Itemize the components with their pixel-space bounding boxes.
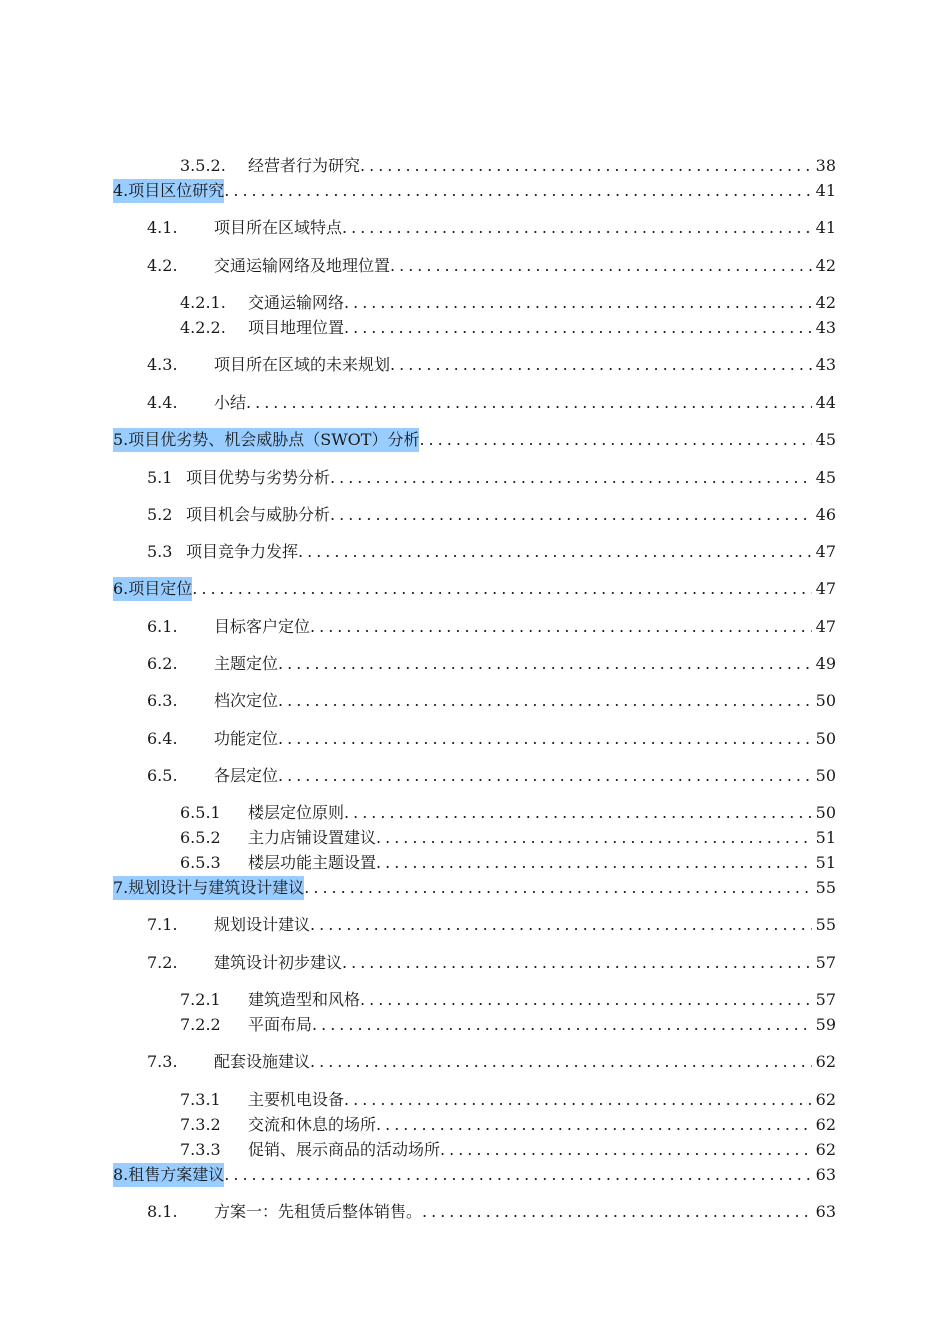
toc-entry-6-1[interactable]: [147, 615, 836, 639]
dot-leader: [440, 1138, 812, 1162]
dot-leader: [360, 988, 812, 1012]
toc-entry-3-5-2[interactable]: [180, 154, 836, 178]
toc-page-number: 62: [815, 1115, 836, 1134]
toc-entry-number: 7.3.3: [180, 1140, 221, 1159]
toc-page-number: 38: [815, 156, 836, 175]
toc-entry-number: 7.: [113, 878, 129, 897]
toc-entry-7-1[interactable]: [147, 913, 836, 937]
toc-entry-head: [180, 988, 360, 1012]
toc-page-number: 42: [815, 256, 836, 275]
toc-entry-8-1[interactable]: [147, 1200, 836, 1224]
dot-leader: [278, 764, 812, 788]
toc-page-number: 63: [815, 1202, 836, 1221]
toc-page-number: 63: [815, 1165, 836, 1184]
toc-entry-title: 平面布局: [248, 1015, 313, 1034]
toc-page-number: 62: [815, 1090, 836, 1109]
toc-entry-title: 主力店铺设置建议: [248, 828, 377, 847]
toc-entry-number: 6.5.2: [180, 828, 221, 847]
toc-entry-title: 项目地理位置: [248, 318, 345, 337]
toc-entry-head: [147, 689, 278, 713]
toc-page-number: 55: [815, 878, 836, 897]
toc-entry-number: 4.2.: [147, 256, 178, 275]
dot-leader: [360, 154, 812, 178]
toc-entry-number: 4.4.: [147, 393, 178, 412]
toc-page-number: 50: [815, 691, 836, 710]
toc-entry-head: [180, 1088, 344, 1112]
dot-leader: [310, 1050, 812, 1074]
toc-entry-number: 6.: [113, 579, 129, 598]
dot-leader: [419, 428, 811, 452]
toc-entry-7-3-2[interactable]: [180, 1113, 836, 1137]
toc-page-number: 62: [815, 1140, 836, 1159]
toc-entry-4-1[interactable]: [147, 216, 836, 240]
dot-leader: [312, 1013, 812, 1037]
toc-entry-title: 项目优势与劣势分析: [186, 468, 331, 487]
toc-page-number: 41: [815, 181, 836, 200]
toc-entry-head: [147, 615, 310, 639]
toc-entry-title: 各层定位: [214, 766, 279, 785]
toc-entry-head: [180, 1013, 312, 1037]
toc-entry-head: [113, 428, 419, 452]
toc-entry-head: [147, 353, 390, 377]
toc-entry-title: 交流和休息的场所: [248, 1115, 377, 1134]
toc-entry-title: 档次定位: [214, 691, 279, 710]
toc-page-number: 45: [815, 430, 836, 449]
toc-entry-head: [180, 801, 344, 825]
dot-leader: [224, 1163, 811, 1187]
toc-entry-6-5[interactable]: [147, 764, 836, 788]
toc-page-number: 51: [815, 853, 836, 872]
toc-entry-7[interactable]: [113, 876, 836, 900]
toc-page-number: 42: [815, 293, 836, 312]
toc-entry-number: 7.2.2: [180, 1015, 221, 1034]
toc-entry-number: 6.1.: [147, 617, 178, 636]
toc-entry-6-4[interactable]: [147, 727, 836, 751]
toc-entry-title: 配套设施建议: [214, 1052, 311, 1071]
dot-leader: [330, 503, 812, 527]
dot-leader: [390, 254, 812, 278]
toc-entry-6-2[interactable]: [147, 652, 836, 676]
toc-entry-number: 3.5.2.: [180, 156, 226, 175]
toc-entry-number: 5.1: [147, 468, 173, 487]
toc-entry-number: 5.2: [147, 505, 173, 524]
toc-entry-7-3-3[interactable]: [180, 1138, 836, 1162]
toc-entry-6-5-3[interactable]: [180, 851, 836, 875]
dot-leader: [224, 179, 811, 203]
toc-page-number: 49: [815, 654, 836, 673]
toc-entry-head: [147, 652, 278, 676]
toc-entry-number: 7.3.: [147, 1052, 178, 1071]
toc-entry-7-2-2[interactable]: [180, 1013, 836, 1037]
toc-entry-7-3-1[interactable]: [180, 1088, 836, 1112]
dot-leader: [342, 951, 812, 975]
toc-entry-title: 楼层功能主题设置: [248, 853, 377, 872]
toc-page-number: 62: [815, 1052, 836, 1071]
toc-entry-head: [180, 1138, 440, 1162]
toc-entry-number: 6.4.: [147, 729, 178, 748]
toc-entry-head: [113, 876, 304, 900]
toc-entry-title: 小结: [214, 393, 247, 412]
toc-entry-head: [147, 951, 342, 975]
toc-entry-title: 规划设计建议: [214, 915, 311, 934]
toc-entry-title: 建筑设计初步建议: [214, 953, 343, 972]
toc-page-number: 57: [815, 953, 836, 972]
toc-entry-number: 7.2.: [147, 953, 178, 972]
dot-leader: [192, 577, 811, 601]
dot-leader: [376, 1113, 812, 1137]
toc-entry-title: 主要机电设备: [248, 1090, 345, 1109]
toc-entry-7-2-1[interactable]: [180, 988, 836, 1012]
toc-entry-head: [147, 503, 330, 527]
toc-entry-number: 7.1.: [147, 915, 178, 934]
toc-entry-number: 7.3.1: [180, 1090, 221, 1109]
dot-leader: [344, 291, 812, 315]
toc-page-number: 50: [815, 766, 836, 785]
toc-entry-head: [113, 179, 224, 203]
dot-leader: [376, 826, 812, 850]
toc-page-number: 47: [815, 579, 836, 598]
toc-entry-head: [147, 1050, 310, 1074]
toc-entry-title: 项目机会与威胁分析: [186, 505, 331, 524]
toc-entry-number: 5.3: [147, 542, 173, 561]
toc-entry-8[interactable]: [113, 1163, 836, 1187]
toc-entry-number: 6.3.: [147, 691, 178, 710]
dot-leader: [422, 1200, 812, 1224]
toc-entry-number: 7.2.1: [180, 990, 221, 1009]
toc-entry-6[interactable]: [113, 577, 836, 601]
dot-leader: [310, 615, 812, 639]
dot-leader: [390, 353, 812, 377]
toc-entry-title: 主题定位: [214, 654, 279, 673]
toc-entry-head: [180, 291, 344, 315]
toc-page-number: 47: [815, 542, 836, 561]
toc-entry-7-3[interactable]: [147, 1050, 836, 1074]
toc-entry-6-5-1[interactable]: [180, 801, 836, 825]
toc-entry-number: 6.2.: [147, 654, 178, 673]
toc-page-number: 55: [815, 915, 836, 934]
toc-entry-number: 6.5.3: [180, 853, 221, 872]
toc-entry-5-3[interactable]: [147, 540, 836, 564]
dot-leader: [344, 316, 812, 340]
toc-entry-6-3[interactable]: [147, 689, 836, 713]
toc-entry-title: 项目区位研究: [128, 181, 225, 200]
dot-leader: [246, 391, 812, 415]
dot-leader: [278, 727, 812, 751]
toc-entry-4-4[interactable]: [147, 391, 836, 415]
dot-leader: [344, 801, 812, 825]
toc-entry-4-2[interactable]: [147, 254, 836, 278]
toc-page-number: 44: [815, 393, 836, 412]
toc-entry-head: [180, 154, 360, 178]
toc-entry-4-2-1[interactable]: [180, 291, 836, 315]
dot-leader: [310, 913, 812, 937]
toc-entry-title: 项目优劣势、机会威胁点（SWOT）分析: [128, 430, 420, 449]
toc-entry-head: [180, 851, 376, 875]
toc-entry-title: 功能定位: [214, 729, 279, 748]
toc-entry-title: 促销、展示商品的活动场所: [248, 1140, 441, 1159]
toc-page-number: 45: [815, 468, 836, 487]
toc-page-number: 46: [815, 505, 836, 524]
toc-page-number: 47: [815, 617, 836, 636]
toc-entry-4[interactable]: [113, 179, 836, 203]
toc-entry-head: [147, 913, 310, 937]
toc-entry-title: 租售方案建议: [128, 1165, 225, 1184]
toc-entry-number: 8.: [113, 1165, 129, 1184]
toc-page-number: 50: [815, 803, 836, 822]
toc-entry-number: 4.2.2.: [180, 318, 226, 337]
toc-entry-number: 6.5.1: [180, 803, 221, 822]
toc-entry-head: [180, 316, 344, 340]
toc-entry-title: 交通运输网络及地理位置: [214, 256, 391, 275]
toc-entry-number: 4.: [113, 181, 129, 200]
dot-leader: [278, 689, 812, 713]
toc-entry-5-1[interactable]: [147, 466, 836, 490]
toc-entry-title: 项目所在区域特点: [214, 218, 343, 237]
toc-page-number: 43: [815, 318, 836, 337]
toc-entry-head: [180, 826, 376, 850]
toc-entry-head: [180, 1113, 376, 1137]
toc-entry-head: [147, 540, 298, 564]
toc-entry-head: [147, 466, 330, 490]
dot-leader: [342, 216, 812, 240]
toc-entry-7-2[interactable]: [147, 951, 836, 975]
toc-entry-number: 8.1.: [147, 1202, 178, 1221]
toc-entry-head: [147, 391, 246, 415]
toc-entry-title: 方案一：先租赁后整体销售。: [214, 1202, 423, 1221]
toc-entry-head: [147, 764, 278, 788]
toc-entry-number: 4.3.: [147, 355, 178, 374]
toc-page-number: 41: [815, 218, 836, 237]
toc-entry-4-3[interactable]: [147, 353, 836, 377]
toc-entry-number: 6.5.: [147, 766, 178, 785]
toc-entry-number: 4.2.1.: [180, 293, 226, 312]
toc-entry-6-5-2[interactable]: [180, 826, 836, 850]
toc-entry-5[interactable]: [113, 428, 836, 452]
dot-leader: [330, 466, 812, 490]
dot-leader: [304, 876, 811, 900]
toc-page-number: 50: [815, 729, 836, 748]
toc-page-number: 59: [815, 1015, 836, 1034]
dot-leader: [278, 652, 812, 676]
toc-page-number: 51: [815, 828, 836, 847]
toc-entry-title: 项目定位: [128, 579, 193, 598]
dot-leader: [344, 1088, 812, 1112]
toc-entry-title: 建筑造型和风格: [248, 990, 361, 1009]
toc-entry-4-2-2[interactable]: [180, 316, 836, 340]
toc-entry-number: 4.1.: [147, 218, 178, 237]
toc-entry-head: [147, 1200, 422, 1224]
toc-entry-head: [113, 577, 192, 601]
toc-entry-head: [113, 1163, 224, 1187]
toc-entry-title: 项目所在区域的未来规划: [214, 355, 391, 374]
toc-entry-head: [147, 254, 390, 278]
toc-page-number: 57: [815, 990, 836, 1009]
dot-leader: [298, 540, 812, 564]
toc-entry-title: 目标客户定位: [214, 617, 311, 636]
toc-entry-title: 经营者行为研究: [248, 156, 361, 175]
toc-page-number: 43: [815, 355, 836, 374]
toc-entry-head: [147, 216, 342, 240]
toc-entry-title: 楼层定位原则: [248, 803, 345, 822]
toc-entry-title: 规划设计与建筑设计建议: [128, 878, 305, 897]
dot-leader: [376, 851, 812, 875]
toc-entry-number: 7.3.2: [180, 1115, 221, 1134]
toc-entry-head: [147, 727, 278, 751]
toc-entry-title: 项目竞争力发挥: [186, 542, 299, 561]
toc-entry-title: 交通运输网络: [248, 293, 345, 312]
toc-entry-5-2[interactable]: [147, 503, 836, 527]
toc-entry-number: 5.: [113, 430, 129, 449]
